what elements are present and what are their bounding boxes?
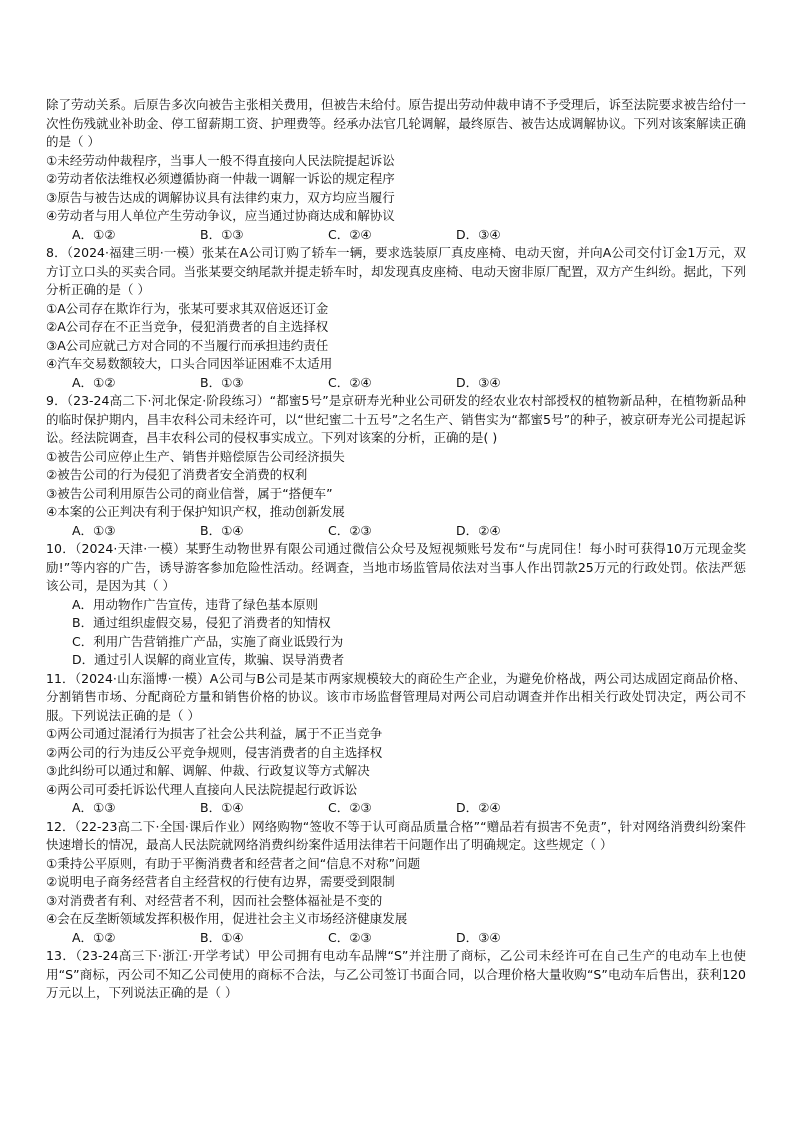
answer-choices <box>46 374 746 393</box>
choice-a: A．用动物作广告宣传，违背了绿色基本原则 <box>72 596 319 612</box>
question-list <box>46 96 746 1003</box>
option: ④会在反垄断领域发挥积极作用，促进社会主义市场经济健康发展 <box>46 911 408 926</box>
option: ②说明电子商务经营者自主经营权的行使有边界，需要受到限制 <box>46 874 395 889</box>
question-stem: 12．（22-23高二下·全国·课后作业）网络购物“签收不等于认可商品质量合格”“赠品若有损害不免责”，针对网络消费纠纷案件快速增长的情况，最高人民法院就网络消费纠纷案件适用法律若干问题作出了明确规定。这些规定（ ） <box>46 818 746 852</box>
question-12 <box>46 818 746 948</box>
choice-d: D．③④ <box>456 374 501 390</box>
choice-a: A．①② <box>72 374 116 390</box>
option: ①A公司存在欺诈行为，张某可要求其双倍返还订金 <box>46 300 329 316</box>
question-stem: 除了劳动关系。后原告多次向被告主张相关费用，但被告未给付。原告提出劳动仲裁申请不予受理后，诉至法院要求被告给付一次性伤残就业补助金、停工留薪期工资、护理费等。经承办法官几轮调解，最终原告、被告达成调解协议。下列对该案解读正确的是（ ） <box>46 97 747 149</box>
question-9 <box>46 392 746 540</box>
option: ②劳动者依法维权必须遵循协商一仲裁一调解一诉讼的规定程序 <box>46 171 395 186</box>
question-8 <box>46 244 746 392</box>
choice-d: D．③④ <box>456 226 501 242</box>
question-7-tail <box>46 96 746 244</box>
option: ③此纠纷可以通过和解、调解、仲裁、行政复议等方式解决 <box>46 763 370 778</box>
choice-c: C．②③ <box>328 800 372 815</box>
choice-b: B．①③ <box>200 226 244 242</box>
option: ③原告与被告达成的调解协议具有法律约束力，双方均应当履行 <box>46 189 395 205</box>
choice-b: B．①④ <box>200 800 244 815</box>
choice-c: C．②④ <box>328 226 372 242</box>
option: ①未经劳动仲裁程序，当事人一般不得直接向人民法院提起诉讼 <box>46 152 395 168</box>
choice-b: B．①④ <box>200 929 244 945</box>
answer-choices <box>46 929 746 948</box>
option: ①秉持公平原则，有助于平衡消费者和经营者之间“信息不对称”问题 <box>46 855 421 871</box>
option: ③A公司应就己方对合同的不当履行而承担违约责任 <box>46 337 329 353</box>
choice-a: A．①③ <box>72 800 116 815</box>
question-11 <box>46 670 746 818</box>
option: ①两公司通过混淆行为损害了社会公共利益，属于不正当竞争 <box>46 726 383 741</box>
answer-choices <box>46 522 746 541</box>
choice-a: A．①② <box>72 929 116 945</box>
option: ③对消费者有利、对经营者不利，因而社会整体福祉是不变的 <box>46 892 383 908</box>
choice-b: B．①④ <box>200 522 244 538</box>
question-stem: 10．（2024·天津·一模）某野生动物世界有限公司通过微信公众号及短视频账号发布“与虎同住！每小时可获得10万元现金奖励!”等内容的广告，诱导游客参加危险性活动。经调查，当地市场监管局依法对当事人作出罚款25万元的行政处罚。依法严惩该公司，是因为其（ ） <box>46 541 746 593</box>
option: ④劳动者与用人单位产生劳动争议，应当通过协商达成和解协议 <box>46 208 395 223</box>
question-10 <box>46 540 746 670</box>
choice-d: D．通过引人误解的商业宣传，欺骗、误导消费者 <box>72 652 345 667</box>
question-stem: 11．（2024·山东淄博·一模）A公司与B公司是某市两家规模较大的商砼生产企业，为避免价格战，两公司达成固定商品价格、分割销售市场、分配商砼方量和销售价格的协议。该市市场监督管理局对两公司启动调查并作出相关行政处罚决定，两公司不服。下列说法正确的是（ ） <box>46 670 746 723</box>
option: ③被告公司利用原告公司的商业信誉，属于“搭便车” <box>46 485 333 501</box>
choice-c: C．②④ <box>328 374 372 390</box>
choice-d: D．②④ <box>456 522 501 538</box>
question-13 <box>46 947 746 1003</box>
answer-choices <box>46 226 746 245</box>
question-stem: 8．（2024·福建三明·一模）张某在A公司订购了轿车一辆，要求选装原厂真皮座椅、电动天窗，并向A公司交付订金1万元，双方订立口头的买卖合同。当张某要交纳尾款并提走轿车时，却发现真皮座椅、电动天窗非原厂配置，双方产生纠纷。据此，下列分析正确的是（ ） <box>46 245 747 297</box>
choice-c: C．②③ <box>328 929 372 945</box>
choice-d: D．③④ <box>456 929 501 945</box>
choice-b: B．①③ <box>200 374 244 390</box>
choice-a: A．①③ <box>72 522 116 538</box>
option: ④汽车交易数额较大，口头合同因举证困难不太适用 <box>46 356 333 371</box>
answer-choices <box>46 799 746 818</box>
option: ②A公司存在不正当竞争，侵犯消费者的自主选择权 <box>46 319 329 334</box>
choice-a: A．①② <box>72 226 116 242</box>
option: ②被告公司的行为侵犯了消费者安全消费的权利 <box>46 467 308 482</box>
choice-c: C．利用广告营销推广产品，实施了商业诋毁行为 <box>72 633 344 649</box>
option: ④两公司可委托诉讼代理人直接向人民法院提起行政诉讼 <box>46 781 358 797</box>
option: ①被告公司应停止生产、销售并赔偿原告公司经济损失 <box>46 448 345 464</box>
question-stem: 13．（23-24高三下·浙江·开学考试）甲公司拥有电动车品牌“S”并注册了商标，乙公司未经许可在自己生产的电动车上也使用“S”商标，丙公司不知乙公司使用的商标不合法，与乙公司签订书面合同，以合理价格大量收购“S”电动车后售出，获利120万元以上，下列说法正确的是（ ） <box>46 948 746 1000</box>
option: ④本案的公正判决有利于保护知识产权，推动创新发展 <box>46 504 345 519</box>
choice-c: C．②③ <box>328 522 372 538</box>
choice-d: D．②④ <box>456 800 501 815</box>
question-stem: 9．（23-24高二下·河北保定·阶段练习）“都蜜5号”是京研寿光种业公司研发的经农业农村部授权的植物新品种，在植物新品种的临时保护期内，昌丰农科公司未经许可，以“世纪蜜二十五号”之名生产、销售实为“都蜜5号”的种子，被京研寿光公司提起诉讼。经法院调查，昌丰农科公司的侵权事实成立。下列对该案的分析，正确的是( ) <box>46 393 746 445</box>
choice-b: B．通过组织虚假交易，侵犯了消费者的知情权 <box>72 615 331 630</box>
option: ②两公司的行为违反公平竞争规则，侵害消费者的自主选择权 <box>46 744 383 760</box>
